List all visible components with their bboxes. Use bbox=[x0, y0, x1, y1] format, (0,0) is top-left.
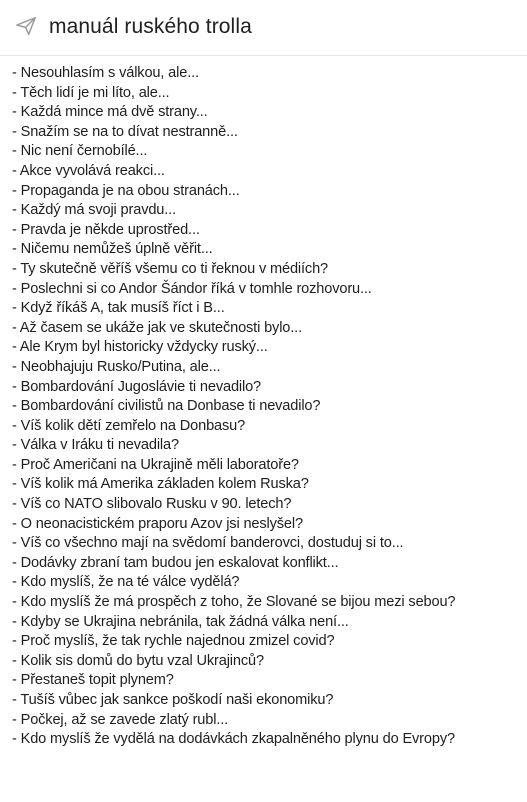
list-item: - Kdo myslíš že má prospěch z toho, že Slované se bijou mezi sebou? bbox=[12, 594, 456, 611]
send-icon bbox=[15, 15, 37, 37]
list-item: - Akce vyvolává reakci... bbox=[12, 162, 165, 179]
post-title: manuál ruského trolla bbox=[49, 15, 252, 38]
list-item: - Nic není černobílé... bbox=[12, 143, 148, 160]
list-item: - Neobhajuju Rusko/Putina, ale... bbox=[12, 358, 221, 375]
list-item: - Pravda je někde uprostřed... bbox=[12, 221, 200, 238]
post-header bbox=[0, 0, 527, 58]
list-item: - Až časem se ukáže jak ve skutečnosti bylo... bbox=[12, 319, 302, 336]
list-item: - Víš kolik má Amerika základen kolem Ruska? bbox=[12, 476, 309, 493]
list-item: - Víš co všechno mají na svědomí banderovci, dostuduj si to... bbox=[12, 535, 404, 552]
list-item: - Válka v Iráku ti nevadila? bbox=[12, 437, 179, 454]
list-item: - Kdo myslíš, že na té válce vydělá? bbox=[12, 574, 240, 591]
list-item: - Poslechni si co Andor Šándor říká v tomhle rozhovoru... bbox=[12, 280, 372, 297]
list-item: - Tušíš vůbec jak sankce poškodí naši ekonomiku? bbox=[12, 692, 334, 708]
list-item: - Víš co NATO slibovalo Rusku v 90. letech? bbox=[12, 496, 292, 513]
list-item: - Bombardování Jugoslávie ti nevadilo? bbox=[12, 378, 262, 395]
list-item: - Přestaneš topit plynem? bbox=[12, 672, 174, 689]
list-item: - Těch lidí je mi líto, ale... bbox=[12, 84, 170, 101]
list-item: - Víš kolik dětí zemřelo na Donbasu? bbox=[12, 417, 246, 434]
list-item: - Proč Američani na Ukrajině měli laboratoře? bbox=[12, 456, 299, 473]
list-item: - Ale Krym byl historicky vždycky ruský... bbox=[12, 339, 268, 356]
list-item: - O neonacistickém praporu Azov jsi neslyšel? bbox=[12, 515, 303, 532]
list-item: - Bombardování civilistů na Donbase ti nevadilo? bbox=[12, 398, 321, 415]
list-item: - Proč myslíš, že tak rychle najednou zmizel covid? bbox=[12, 633, 335, 650]
list-item: - Dodávky zbraní tam budou jen eskalovat konflikt... bbox=[12, 554, 339, 571]
list-item: - Každý má svoji pravdu... bbox=[12, 202, 176, 219]
list-item: - Kdyby se Ukrajina nebránila, tak žádná válka není... bbox=[12, 613, 349, 630]
list-item: - Počkej, až se zavede zlatý rubl... bbox=[12, 711, 229, 728]
list-item: - Ničemu nemůžeš úplně věřit... bbox=[12, 241, 213, 258]
list-item: - Propaganda je na obou stranách... bbox=[12, 182, 240, 199]
troll-phrase-list bbox=[12, 64, 524, 750]
list-item: - Když říkáš A, tak musíš říct i B... bbox=[12, 300, 225, 317]
list-item: - Kolik sis domů do bytu vzal Ukrajinců? bbox=[12, 652, 264, 669]
list-item: - Kdo myslíš že vydělá na dodávkách zkapalněného plynu do Evropy? bbox=[12, 731, 455, 748]
list-item: - Ty skutečně věříš všemu co ti řeknou v médiích? bbox=[12, 260, 329, 277]
header-divider bbox=[0, 55, 527, 56]
list-item: - Každá mince má dvě strany... bbox=[12, 104, 208, 121]
list-item: - Snažím se na to dívat nestranně... bbox=[12, 123, 238, 140]
list-item: - Nesouhlasím s válkou, ale... bbox=[12, 65, 199, 81]
